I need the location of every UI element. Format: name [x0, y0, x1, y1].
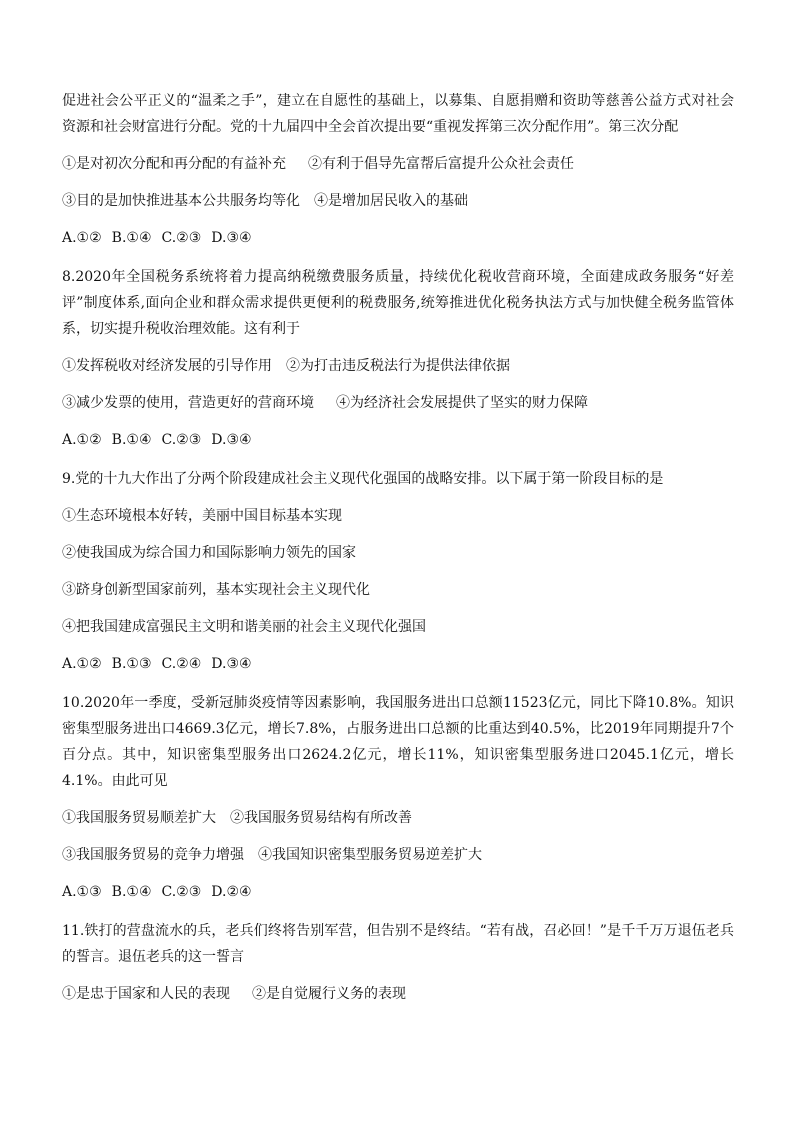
q10-answer-a[interactable]: A.①③: [62, 884, 102, 900]
q8-options-row-2: [62, 390, 734, 416]
q8-options-row-1: [62, 353, 734, 379]
q9-stem: 9.党的十九大作出了分两个阶段建成社会主义现代化强国的战略安排。以下属于第一阶段目标的是: [62, 471, 664, 487]
q10-option-3[interactable]: ③我国服务贸易的竞争力增强: [62, 847, 244, 863]
q7-options-row-2: [62, 188, 734, 214]
q8-option-4[interactable]: ④为经济社会发展提供了坚实的财力保障: [336, 395, 588, 411]
q8-option-3[interactable]: ③减少发票的使用，营造更好的营商环境: [62, 395, 314, 411]
q10-option-2[interactable]: ②我国服务贸易结构有所改善: [230, 810, 412, 826]
q9-option-1[interactable]: ①生态环境根本好转，美丽中国目标基本实现: [62, 508, 342, 524]
q10-answer-b[interactable]: B.①④: [111, 884, 152, 900]
q7-option-1[interactable]: ①是对初次分配和再分配的有益补充: [62, 156, 286, 172]
q10-option-1[interactable]: ①我国服务贸易顺差扩大: [62, 810, 216, 826]
q10-answer-c[interactable]: C.②③: [161, 884, 202, 900]
q9-answer-b[interactable]: B.①③: [111, 656, 152, 672]
q7-answer-b[interactable]: B.①④: [111, 230, 152, 246]
q8-option-2[interactable]: ②为打击违反税法行为提供法律依据: [286, 358, 510, 374]
q9-answer-a[interactable]: A.①②: [62, 656, 102, 672]
exam-page: [62, 88, 734, 1007]
q7-answer-d[interactable]: D.③④: [211, 230, 252, 246]
q7-options-row-1: [62, 151, 734, 177]
q9-answer-d[interactable]: D.③④: [211, 656, 252, 672]
q10-answers: [62, 879, 734, 905]
q9-answer-c[interactable]: C.②④: [161, 656, 202, 672]
q8-answer-b[interactable]: B.①④: [111, 432, 152, 448]
q9-option-4[interactable]: ④把我国建成富强民主文明和谐美丽的社会主义现代化强国: [62, 619, 426, 635]
q7-option-3[interactable]: ③目的是加快推进基本公共服务均等化: [62, 193, 300, 209]
q10-option-4[interactable]: ④我国知识密集型服务贸易逆差扩大: [258, 847, 482, 863]
q7-stem: 促进社会公平正义的“温柔之手”，建立在自愿性的基础上，以募集、自愿捐赠和资助等慈善公益方式对社会资源和社会财富进行分配。党的十九届四中全会首次提出要“重视发挥第三次分配作用”。第三次分配: [62, 93, 734, 135]
q9-answers: [62, 651, 734, 677]
q11-option-1[interactable]: ①是忠于国家和人民的表现: [62, 986, 230, 1002]
q10-stem: 10.2020年一季度，受新冠肺炎疫情等因素影响，我国服务进出口总额11523亿元，同比下降10.8%。知识密集型服务进出口4669.3亿元，增长7.8%，占服务进出口总额的比重达到40.5%，比2019年同期提升7个百分点。其中，知识密集型服务出口2624.2亿元，增长11%，知识密集型服务进口2045.1亿元，增长4.1%。由此可见: [62, 695, 734, 789]
q7-option-2[interactable]: ②有利于倡导先富帮后富提升公众社会责任: [308, 156, 574, 172]
q8-answers: [62, 427, 734, 453]
q10-options-row-1: [62, 805, 734, 831]
q8-answer-a[interactable]: A.①②: [62, 432, 102, 448]
q7-option-4[interactable]: ④是增加居民收入的基础: [314, 193, 468, 209]
q8-answer-c[interactable]: C.②③: [161, 432, 202, 448]
q11-option-2[interactable]: ②是自觉履行义务的表现: [252, 986, 406, 1002]
q11-options-row-1: [62, 981, 734, 1007]
q9-option-3[interactable]: ③跻身创新型国家前列，基本实现社会主义现代化: [62, 582, 370, 598]
q10-answer-d[interactable]: D.②④: [211, 884, 252, 900]
q8-answer-d[interactable]: D.③④: [211, 432, 252, 448]
q7-answer-c[interactable]: C.②③: [161, 230, 202, 246]
q7-answers: [62, 225, 734, 251]
q10-options-row-2: [62, 842, 734, 868]
q11-stem: 11.铁打的营盘流水的兵，老兵们终将告别军营，但告别不是终结。“若有战，召必回！”是千千万万退伍老兵的誓言。退伍老兵的这一誓言: [62, 923, 734, 965]
q7-answer-a[interactable]: A.①②: [62, 230, 102, 246]
q8-stem: 8.2020年全国税务系统将着力提高纳税缴费服务质量，持续优化税收营商环境，全面建成政务服务“好差评”制度体系,面向企业和群众需求提供更便利的税费服务,统筹推进优化税务执法方式与加快健全税务监管体系，切实提升税收治理效能。这有利于: [62, 269, 734, 337]
q8-option-1[interactable]: ①发挥税收对经济发展的引导作用: [62, 358, 272, 374]
q9-option-2[interactable]: ②使我国成为综合国力和国际影响力领先的国家: [62, 545, 356, 561]
